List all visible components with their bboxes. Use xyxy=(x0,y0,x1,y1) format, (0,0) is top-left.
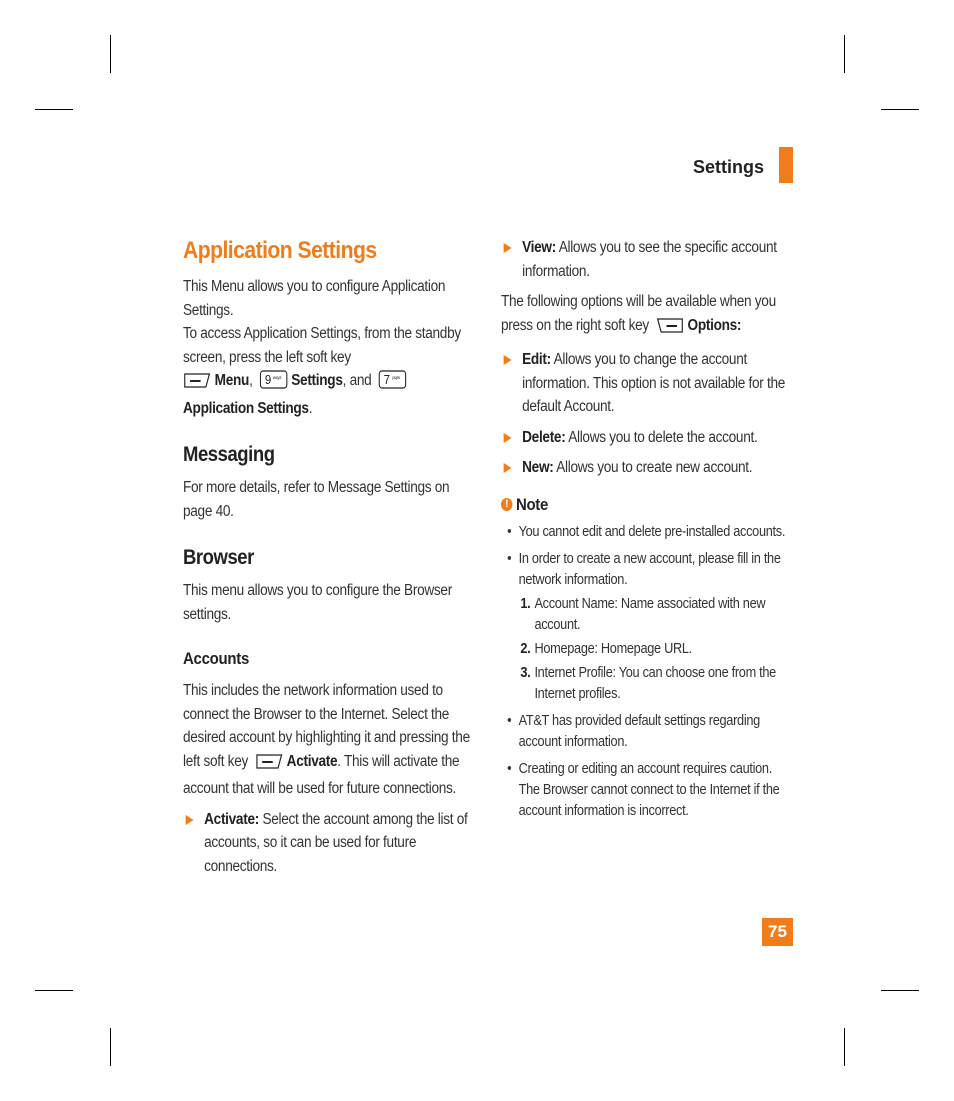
messaging-heading: Messaging xyxy=(183,443,275,466)
note-list xyxy=(501,522,791,822)
crop-mark xyxy=(844,1028,845,1066)
note-item: • In order to create a new account, please fill in the network information. xyxy=(501,549,791,591)
crop-mark xyxy=(35,990,73,991)
settings-label: Settings xyxy=(291,372,343,389)
crop-mark xyxy=(35,109,73,110)
crop-mark xyxy=(844,35,845,73)
page-number: 75 xyxy=(762,918,793,946)
accounts-text: This includes the network information used to connect the Browser to the Internet. Select the desired account by highlighting it and pressing the left soft key Activate. This will activate the account that will be used for future connections. xyxy=(183,682,470,797)
options-intro: The following options will be available when you press on the right soft key Options: xyxy=(501,290,791,341)
nine-key-icon xyxy=(260,370,288,397)
access-instructions: To access Application Settings, from the standby screen, press the left soft key Menu, 9 wxyz Settings, and 7 pqrs Application Settings. xyxy=(183,325,461,417)
browser-text: This menu allows you to configure the Browser settings. xyxy=(183,582,452,623)
right-column xyxy=(501,236,791,822)
crop-mark xyxy=(110,35,111,73)
seven-key-icon xyxy=(378,370,406,397)
activate-bullet: Activate: Select the account among the list of accounts, so it can be used for future connections. xyxy=(183,808,479,879)
note-sub-item: 1. Account Name: Name associated with new account. xyxy=(520,596,766,633)
svg-text:7: 7 xyxy=(383,372,390,388)
svg-text:9: 9 xyxy=(264,372,271,388)
note-item: • AT&T has provided default settings regarding account information. xyxy=(501,711,791,753)
new-bullet: New: Allows you to create new account. xyxy=(501,456,791,480)
crop-mark xyxy=(881,990,919,991)
application-settings-label: Application Settings xyxy=(183,399,309,417)
note-item: • Creating or editing an account requires caution. The Browser cannot connect to the Internet if the account information is incorrect. xyxy=(501,759,791,822)
svg-text:wxyz: wxyz xyxy=(272,374,282,381)
options-label: Options: xyxy=(687,316,742,334)
left-soft-key-icon xyxy=(183,372,211,397)
browser-heading: Browser xyxy=(183,546,254,569)
section-title: Settings xyxy=(692,157,764,177)
note-heading: ! Note xyxy=(501,493,791,517)
edit-bullet: Edit: Allows you to change the account information. This option is not available for the default Account. xyxy=(501,348,791,419)
menu-label: Menu xyxy=(214,372,250,389)
right-soft-key-icon xyxy=(656,317,684,342)
section-tab xyxy=(779,147,793,183)
warning-icon: ! xyxy=(501,498,512,511)
crop-mark xyxy=(881,109,919,110)
svg-text:pqrs: pqrs xyxy=(392,374,400,381)
view-bullet: View: Allows you to see the specific account information. xyxy=(501,236,791,283)
intro-paragraph: This Menu allows you to configure Application Settings. xyxy=(183,278,446,319)
messaging-text: For more details, refer to Message Settings on page 40. xyxy=(183,479,450,520)
accounts-heading: Accounts xyxy=(183,649,250,668)
delete-bullet: Delete: Allows you to delete the account. xyxy=(501,426,791,450)
note-sub-item: 2. Homepage: Homepage URL. xyxy=(520,641,692,657)
crop-mark xyxy=(110,1028,111,1066)
page-title: Application Settings xyxy=(183,237,377,264)
left-soft-key-icon xyxy=(255,753,283,778)
activate-label: Activate xyxy=(286,752,338,770)
note-item: • You cannot edit and delete pre-installed accounts. xyxy=(501,522,791,543)
note-sub-item: 3. Internet Profile: You can choose one from the Internet profiles. xyxy=(520,665,776,702)
left-column xyxy=(183,236,479,878)
